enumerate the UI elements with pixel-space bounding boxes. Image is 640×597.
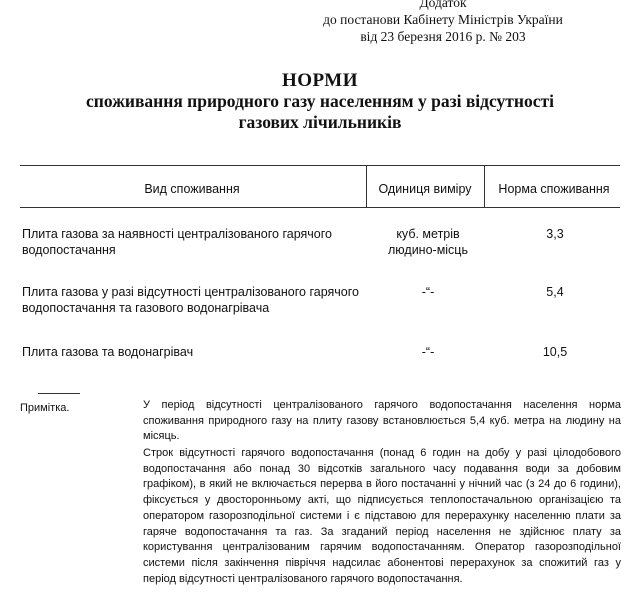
column-divider-1 <box>366 165 367 207</box>
header-unit: Одиниця виміру <box>378 182 472 196</box>
annex-date: від 23 березня 2016 р. № 203 <box>360 29 526 44</box>
note-label: Примітка. <box>20 402 70 414</box>
table-header-border <box>20 207 620 208</box>
note-text-1: У період відсутності централізованого гарячого водопостачання населення норма споживання природного газу на плиту газову встановлюється 5,4 куб. метра на людину на місяць. <box>143 399 621 443</box>
table-top-border <box>20 165 620 166</box>
title-line-3: газових лічильників <box>238 112 402 132</box>
header-type: Вид споживання <box>144 182 240 196</box>
footnote-separator <box>38 393 80 394</box>
row-1-name: Плита газова за наявності централізованого гарячого водопостачання <box>22 227 332 257</box>
document-title <box>20 70 620 133</box>
header-norm: Норма споживання <box>498 182 610 196</box>
note-paragraph-1 <box>143 398 621 445</box>
annex-title: Додаток <box>419 0 467 10</box>
note-paragraph-2 <box>143 446 621 587</box>
title-line-2: споживання природного газу населенням у разі відсутності <box>86 91 554 111</box>
title-norms: НОРМИ <box>281 70 358 91</box>
row-1-unit: куб. метрів людино-місць <box>388 227 468 257</box>
row-2-name: Плита газова у разі відсутності централізованого гарячого водопостачання та газового водонагрівача <box>22 285 359 315</box>
row-2-unit: -“- <box>421 285 435 299</box>
row-1-norm: 3,3 <box>546 227 564 241</box>
annex-resolution: до постанови Кабінету Міністрів України <box>323 12 563 27</box>
row-3-name: Плита газова та водонагрівач <box>22 345 194 359</box>
row-3-norm: 10,5 <box>542 345 568 359</box>
note-text-2: Строк відсутності гарячого водопостачання (понад 6 годин на добу у разі цілодобового водопостачання або понад 30 відсотків загального часу подавання води за добовим графіком), в який не включається перерва в його постачанні у нічний час (з 24 до 6 години), фіксується у двосторонньому акті, що підписується теплопостачальною організацією та оператором газорозподільної системи і є підставою для перерахунку населенню плати за гаряче водопостачання та газ. За згаданий період населення не здійснює плату за користування централізованим гарячим водопостачанням. Оператор газорозподільної системи після закінчення півріччя надсилає абонентові перерахунок за спожитий газ у період відсутності централізованого гарячого водопостачання. <box>143 447 621 585</box>
row-2-norm: 5,4 <box>546 285 564 299</box>
row-3-unit: -“- <box>421 345 435 359</box>
annex-header <box>298 0 588 45</box>
column-divider-2 <box>484 165 485 207</box>
